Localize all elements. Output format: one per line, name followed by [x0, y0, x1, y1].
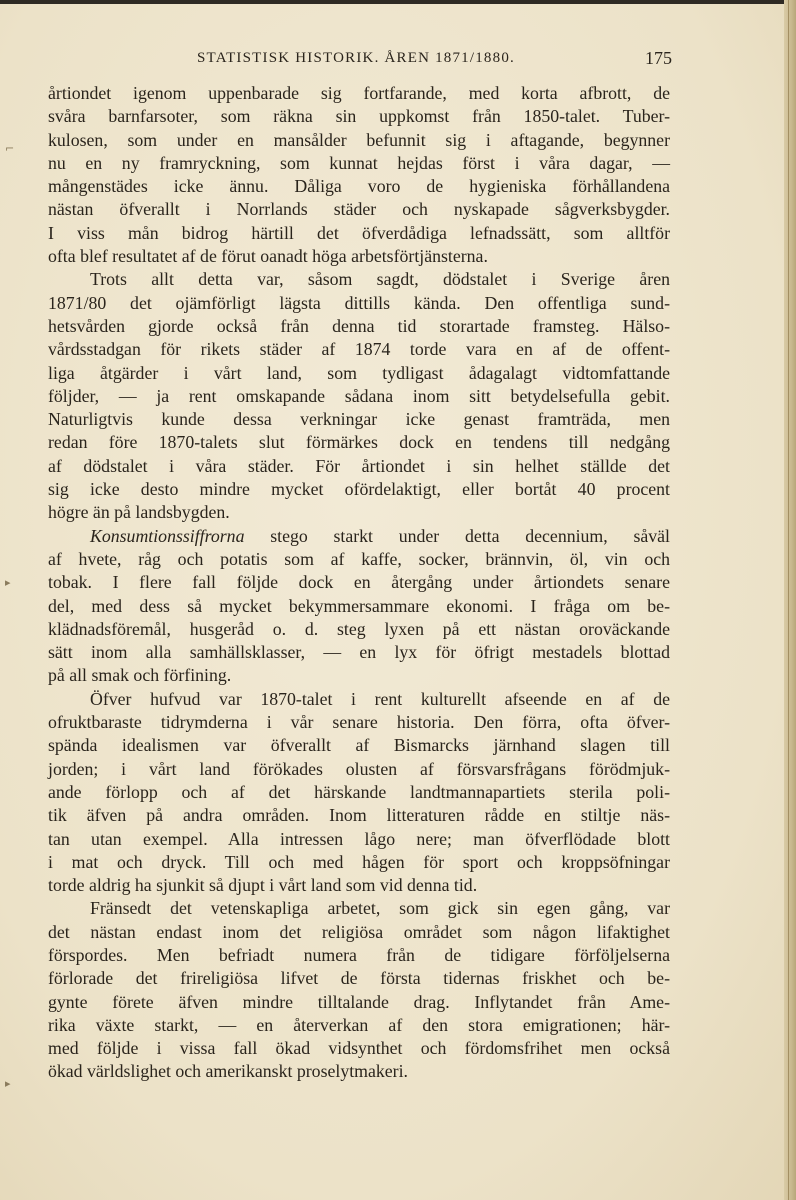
- text-line: tan utan exempel. Alla intressen lågo nere; man öfverflödade blott: [48, 828, 670, 849]
- running-head: [197, 48, 672, 72]
- text-line: Naturligtvis kunde dessa verkningar icke genast framträda, men: [48, 409, 670, 430]
- text-line: årtiondet igenom uppenbarade sig fortfarande, med korta afbrott, de: [48, 83, 670, 103]
- text-line: med följde i vissa fall ökad vidsynthet och fördomsfrihet men också: [48, 1038, 670, 1059]
- text-line: högre än på landsbygden.: [48, 502, 230, 523]
- text-line: tobak. I flere fall följde dock en återgång under årtiondets senare: [48, 572, 670, 593]
- text-line: Fränsedt det vetenskapliga arbetet, som gick sin egen gång, var: [90, 898, 670, 919]
- margin-mark: ⌐: [5, 142, 15, 155]
- text-line: ökad världslighet och amerikanskt proselytmakeri.: [48, 1061, 408, 1082]
- text-line: Öfver hufvud var 1870-talet i rent kulturellt afseende en af de: [90, 688, 670, 709]
- italic-lead: Konsumtionssiffrorna: [90, 525, 245, 546]
- text-line: kulosen, som under en mansålder befunnit sig i aftagande, begynner: [48, 129, 670, 150]
- text-line: gynte förete äfven mindre tilltalande drag. Inflytandet från Ame-: [48, 991, 670, 1012]
- text-line: ofta blef resultatet af de förut oanadt höga arbetsförtjänsterna.: [48, 246, 488, 267]
- text-line: på all smak och förfining.: [48, 665, 232, 686]
- text-line: tik äfven på andra områden. Inom litteraturen rådde en stiltje näs-: [48, 805, 670, 826]
- text-line: I viss mån bidrog härtill det öfverdådiga lefnadssätt, som alltför: [48, 222, 670, 243]
- page-top-edge: [0, 0, 796, 4]
- text-line: sätt inom alla samhällsklasser, — en lyx för öfrigt mestadels blottad: [48, 642, 670, 663]
- text-line: torde aldrig ha sjunkit så djupt i vårt land som vid denna tid.: [48, 875, 478, 896]
- text-line: klädnadsföremål, husgeråd o. d. steg lyxen på ett nästan oroväckande: [48, 618, 670, 639]
- text-line: Trots allt detta var, såsom sagdt, dödstalet i Sverige åren: [90, 269, 670, 290]
- text-line: spända idealismen var öfverallt af Bismarcks järnhand slagen till: [48, 735, 670, 756]
- text-line: i mat och dryck. Till och med hågen för sport och kroppsöfningar: [48, 851, 670, 872]
- text-line: följder, — ja rent omskapande sådana inom sitt betydelsefulla gebit.: [48, 385, 670, 406]
- text-line: [48, 525, 670, 548]
- text-line: redan före 1870-talets slut förmärkes dock en tendens till nedgång: [48, 432, 670, 453]
- margin-mark: ▸: [5, 1077, 11, 1090]
- margin-mark: ▸: [5, 576, 11, 589]
- body-text: [48, 82, 670, 1084]
- text-line: del, med dess så mycket bekymmersammare ekonomi. I fråga om be-: [48, 595, 670, 616]
- text-line: ande förlopp och af det härskande landtmannapartiets sterila poli-: [48, 781, 670, 802]
- text-line: nu en ny framryckning, som kunnat hejdas först i våra dagar, —: [48, 152, 670, 173]
- text-line: förspordes. Men befriadt numera från de tidigare förföljelserna: [48, 944, 670, 965]
- text-line: af hvete, råg och potatis som af kaffe, socker, brännvin, öl, vin och: [48, 548, 670, 569]
- text-line: ofruktbaraste tidrymderna i vår senare historia. Den förra, ofta öfver-: [48, 712, 670, 733]
- text-line: det nästan endast inom det religiösa området som någon lifaktighet: [48, 921, 670, 942]
- page-right-edge: [784, 0, 796, 1200]
- text-line: liga åtgärder i vårt land, som tydligast ådagalagt vidtomfattande: [48, 362, 670, 383]
- text-line: förlorade det frireligiösa lifvet de första tidernas friskhet och be-: [48, 968, 670, 989]
- text-fragment: stego starkt under detta decennium, såväl: [244, 525, 670, 546]
- text-line: mångenstädes icke ännu. Dåliga voro de hygieniska förhållandena: [48, 176, 670, 197]
- text-line: jorden; i vårt land förökades olusten af försvarsfrågans förödmjuk-: [48, 758, 670, 779]
- running-head-title: STATISTISK HISTORIK. ÅREN 1871/1880.: [197, 50, 515, 66]
- page-number: 175: [645, 48, 672, 68]
- text-line: sig icke desto mindre mycket ofördelaktigt, eller bortåt 40 procent: [48, 479, 670, 500]
- text-line: af dödstalet i våra städer. För årtiondet i sin helhet ställde det: [48, 455, 670, 476]
- text-line: hetsvården gjorde också från denna tid storartade framsteg. Hälso-: [48, 315, 670, 336]
- text-line: vårdsstadgan för rikets städer af 1874 torde vara en af de offent-: [48, 339, 670, 360]
- text-line: rika växte starkt, — en återverkan af den stora emigrationen; här-: [48, 1014, 670, 1035]
- text-line: svåra barnfarsoter, som räkna sin uppkomst från 1850-talet. Tuber-: [48, 106, 670, 127]
- text-line: 1871/80 det ojämförligt lägsta dittills kända. Den offentliga sund-: [48, 292, 670, 313]
- text-line: nästan öfverallt i Norrlands städer och nyskapade sågverksbygder.: [48, 199, 670, 220]
